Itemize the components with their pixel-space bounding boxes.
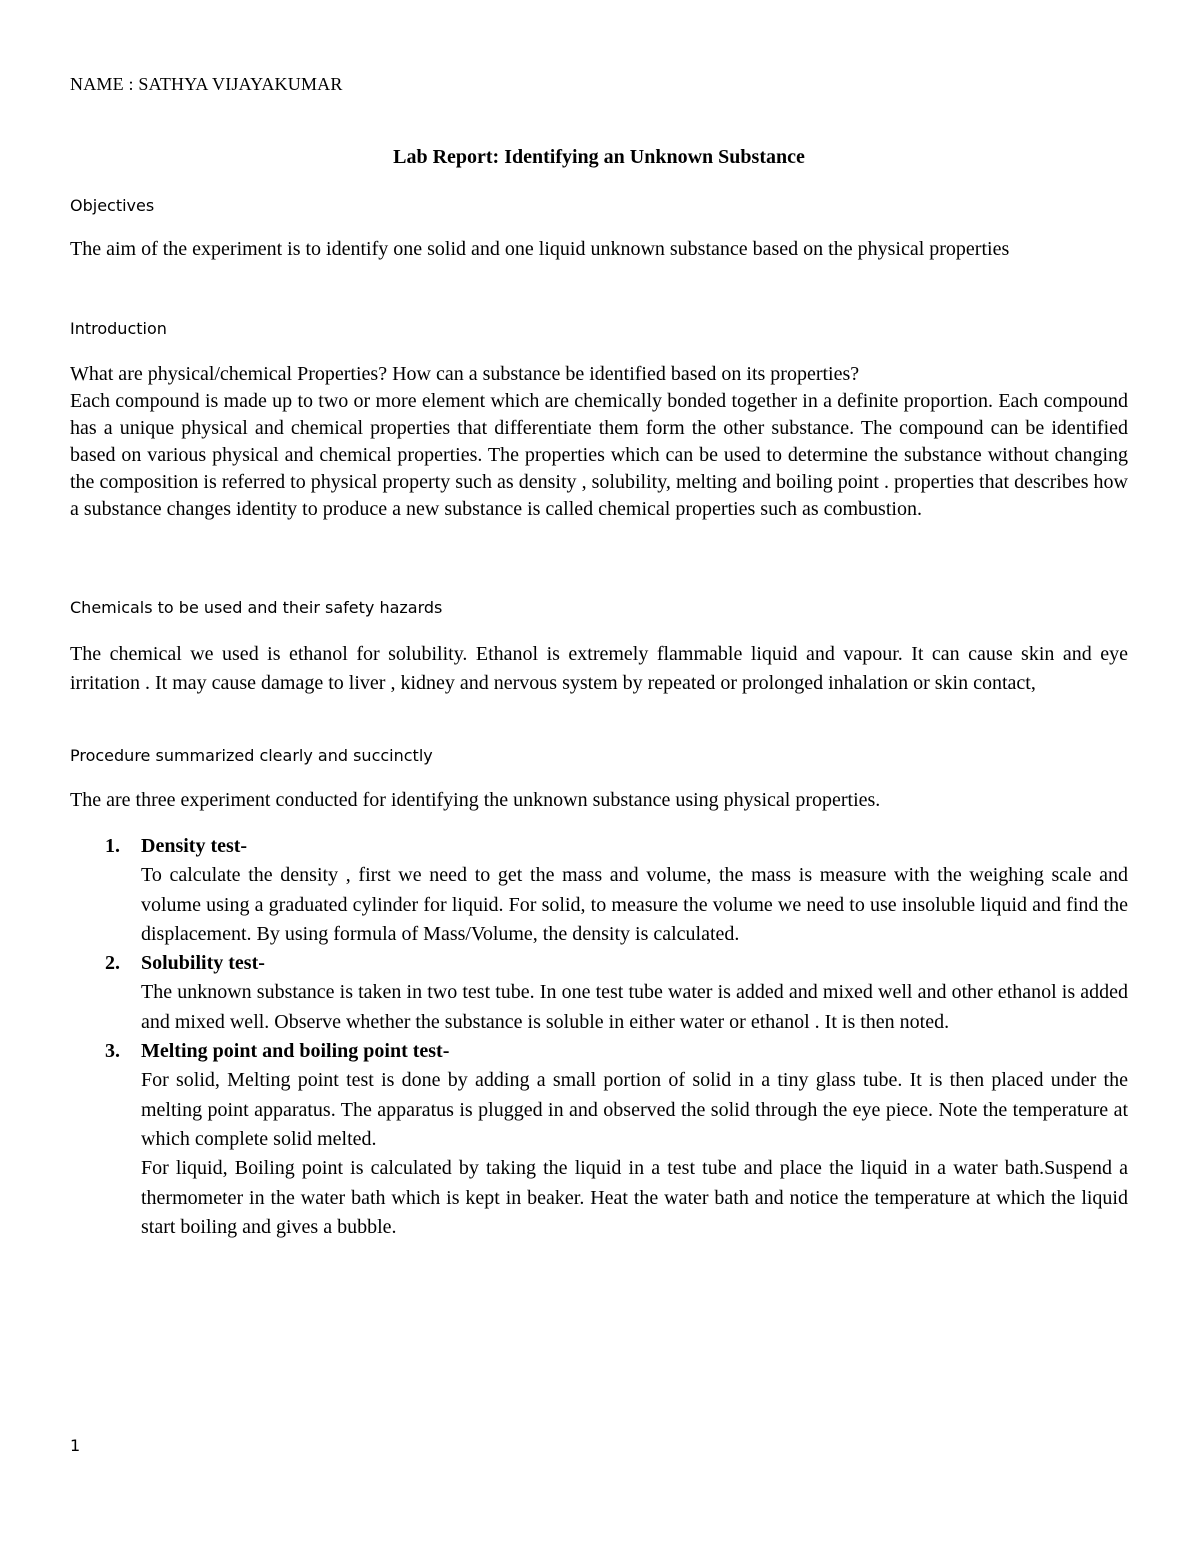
report-title: Lab Report: Identifying an Unknown Substance: [393, 146, 805, 168]
chemicals-heading: Chemicals to be used and their safety hazards: [70, 598, 443, 617]
procedure-heading: Procedure summarized clearly and succinctly: [70, 746, 433, 765]
procedure-intro: [70, 787, 1128, 814]
chemicals-text: The chemical we used is ethanol for solubility. Ethanol is extremely flammable liquid and vapour. It can cause skin and eye irritation . It may cause damage to liver , kidney and nervous system by repeated or prolonged inhalation or skin contact,: [70, 643, 1128, 694]
procedure-intro-text: The are three experiment conducted for identifying the unknown substance using physical properties.: [70, 789, 881, 811]
procedure-item-density: [70, 832, 1128, 949]
procedure-item-number: 2.: [105, 952, 120, 975]
introduction-body: [70, 361, 1128, 523]
objectives-heading: Objectives: [70, 196, 155, 215]
procedure-item-solubility: [70, 949, 1128, 1037]
procedure-item-body: The unknown substance is taken in two test tube. In one test tube water is added and mixed well and other ethanol is added and mixed well. Observe whether the substance is soluble in either water or ethanol . It is then noted.: [141, 981, 1128, 1033]
procedure-item-title: Melting point and boiling point test-: [141, 1040, 450, 1063]
introduction-text: Each compound is made up to two or more element which are chemically bonded together in a definite proportion. Each compound has a unique physical and chemical properties that differentiate them form the other substance. The compound can be identified based on various physical and chemical properties. The properties which can be used to determine the substance without changing the composition is referred to physical property such as density , solubility, melting and boiling point . properties that describes how a substance changes identity to produce a new substance is called chemical properties such as combustion.: [70, 390, 1128, 520]
procedure-item-melting-boiling: [70, 1037, 1128, 1242]
author-line: NAME : SATHYA VIJAYAKUMAR: [70, 74, 343, 94]
procedure-item-body-liquid: For liquid, Boiling point is calculated by taking the liquid in a test tube and place the liquid in a water bath.Suspend a thermometer in the water bath which is kept in beaker. Heat the water bath and notice the temperature at which the liquid start boiling and gives a bubble.: [141, 1157, 1128, 1238]
procedure-item-number: 3.: [105, 1040, 120, 1063]
procedure-item-title: Solubility test-: [141, 952, 265, 975]
procedure-item-body: For solid, Melting point test is done by adding a small portion of solid in a tiny glass tube. It is then placed under the melting point apparatus. The apparatus is plugged in and observed the solid through the eye piece. Note the temperature at which complete solid melted.: [141, 1069, 1128, 1150]
procedure-item-title: Density test-: [141, 835, 248, 857]
objectives-text: The aim of the experiment is to identify one solid and one liquid unknown substance based on the physical properties: [70, 238, 1010, 260]
objectives-body: [70, 236, 1128, 263]
page-number: 1: [70, 1436, 81, 1455]
procedure-item-body: To calculate the density , first we need to get the mass and volume, the mass is measure with the weighing scale and volume using a graduated cylinder for liquid. For solid, to measure the volume we need to use insoluble liquid and find the displacement. By using formula of Mass/Volume, the density is calculated.: [141, 864, 1128, 945]
procedure-item-number: 1.: [105, 835, 120, 857]
introduction-heading: Introduction: [70, 319, 167, 338]
procedure-list: [70, 832, 1128, 1242]
introduction-question: What are physical/chemical Properties? How can a substance be identified based on its properties?: [70, 363, 860, 385]
chemicals-body: [70, 640, 1128, 697]
document-page: [70, 0, 1128, 1553]
